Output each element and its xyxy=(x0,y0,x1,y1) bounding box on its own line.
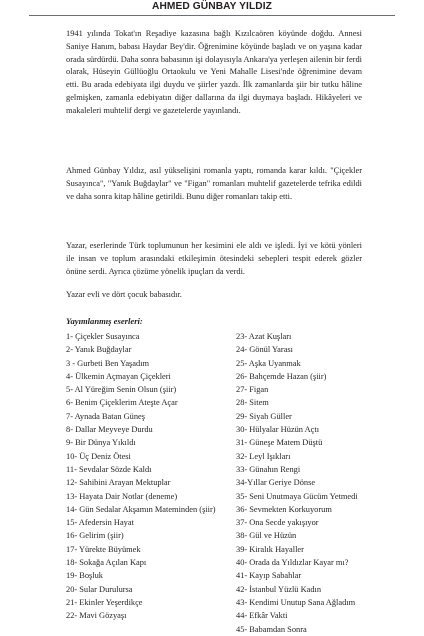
work-item: 5- Al Yüreğim Senin Olsun (şiir) xyxy=(66,385,177,395)
work-item: 44- Efkâr Vakti xyxy=(236,611,288,621)
work-item: 36- Sevmekten Korkuyorum xyxy=(236,504,332,514)
work-item: 38- Gül ve Hüzün xyxy=(236,531,297,541)
work-item: 32- Leyl Işıkları xyxy=(236,451,291,461)
work-item: 45- Babamdan Sonra xyxy=(236,624,307,634)
work-item: 16- Gelirim (şiir) xyxy=(66,531,124,541)
work-item: 20- Sular Durulursa xyxy=(66,584,133,594)
work-item: 6- Benim Çiçeklerim Ateşte Açar xyxy=(66,398,178,408)
work-item: 27- Figan xyxy=(236,385,269,395)
bio-paragraph-4: Yazar evli ve dört çocuk babasıdır. xyxy=(66,290,182,299)
work-item: 7- Aynada Batan Güneş xyxy=(66,411,146,421)
bio-paragraph-3: Yazar, eserlerinde Türk toplumunun her kesimini ele aldı ve işledi. İyi ve kötü yönleri ile insan ve toplum arasındaki etkileşimin ötesindeki sebepleri tespit ederek gözler önüne serdi. Ayrıca çözüme yönelik ipuçları da verdi. xyxy=(66,241,362,276)
work-item: 22- Mavi Gözyaşı xyxy=(66,611,127,621)
work-item: 17- Yürekte Büyümek xyxy=(66,544,141,554)
work-item: 37- Ona Secde yakışıyor xyxy=(236,518,319,528)
bio-paragraph-2: Ahmed Günbay Yıldız, asıl yükselişini romanla yaptı, romanda karar kıldı. "Çiçekler Susayınca", "Yanık Buğdaylar" ve "Figan" romanları muhtelif gazetelerde tefrika edildi ve daha sonra kitap hâline getirildi. Bunu diğer romanları takip etti. xyxy=(66,166,362,201)
page-title: AHMED GÜNBAY YILDIZ xyxy=(151,1,272,12)
work-item: 29- Siyah Güller xyxy=(236,411,292,421)
work-item: 19- Boşluk xyxy=(66,571,103,581)
work-item: 40- Orada da Yıldızlar Kayar mı? xyxy=(236,558,349,568)
work-item: 42- İstanbul Yüzlü Kadın xyxy=(236,584,322,594)
work-item: 4- Ülkemin Açmayan Çiçekleri xyxy=(66,371,171,381)
work-item: 28- Sitem xyxy=(236,398,269,408)
work-item: 11- Sevdalar Sözde Kaldı xyxy=(66,464,152,474)
work-item: 9- Bir Dünya Yıkıldı xyxy=(66,438,136,448)
work-item: 10- Üç Deniz Ötesi xyxy=(66,451,131,461)
work-item: 26- Bahçemde Hazan (şiir) xyxy=(236,371,327,381)
work-item: 21- Ekinler Yeşerdikçe xyxy=(66,597,143,607)
title-divider xyxy=(29,15,395,16)
work-item: 24- Gönül Yarası xyxy=(236,345,293,355)
work-item: 30- Hülyalar Hüzün Açtı xyxy=(236,425,320,435)
work-item: 12- Sahibini Arayan Mektuplar xyxy=(66,478,171,488)
work-item: 8- Dallar Meyveye Durdu xyxy=(66,425,153,435)
work-item: 23- Azat Kuşları xyxy=(236,332,292,341)
work-item: 15- Afedersin Hayat xyxy=(66,518,134,528)
work-item: 33- Günahın Rengi xyxy=(236,464,301,474)
work-item: 39- Kiralık Hayaller xyxy=(236,544,304,554)
work-item: 13- Hayata Dair Notlar (deneme) xyxy=(66,491,178,501)
bio-paragraph-1: 1941 yılında Tokat'ın Reşadiye kazasına bağlı Kızılcaören köyünde doğdu. Annesi Saniye Hanım, babası Haydar Bey'dir. Öğrenimine köyünde başladı ve on yaşına kadar orada sürdürdü. Daha sonra babasının işi dolayısıyla Ankara'ya yerleşen ailenin bir ferdi olarak, Hüseyin Güllüoğlu Ortaokulu ve Yeni Mahalle Lisesi'nde öğrenimine devam etti. Bu arada edebiyata ilgi duydu ve şiirler yazdı. İlk zamanlarda şiir bir tutku hâline gelmişken, zamanla edebiyatın diğer dallarına da ilgi duymaya başladı. Hikâyeleri ve makaleleri muhtelif dergi ve gazetelerde yayınlandı. xyxy=(66,29,362,115)
works-list-right xyxy=(236,330,396,636)
work-item: 35- Seni Unutmaya Gücüm Yetmedi xyxy=(236,491,358,501)
work-item: 14- Gün Sedalar Akşamın Mateminden (şiir) xyxy=(66,504,216,514)
work-item: 2- Yanık Buğdaylar xyxy=(66,345,132,355)
work-item: 1- Çiçekler Susayınca xyxy=(66,332,140,341)
work-item: 18- Sokağa Açılan Kapı xyxy=(66,558,147,568)
works-list-left xyxy=(66,330,228,623)
work-item: 25- Aşka Uyanmak xyxy=(236,358,301,368)
work-item: 41- Kayıp Sabahlar xyxy=(236,571,302,581)
works-heading: Yayımlanmış eserleri: xyxy=(66,316,143,326)
work-item: 31- Güneşe Matem Düştü xyxy=(236,438,323,448)
work-item: 34-Yıllar Geriye Dönse xyxy=(236,478,316,488)
work-item: 43- Kendimi Unutup Sana Ağladım xyxy=(236,597,356,607)
work-item: 3 - Gurbeti Ben Yaşadım xyxy=(66,358,150,368)
